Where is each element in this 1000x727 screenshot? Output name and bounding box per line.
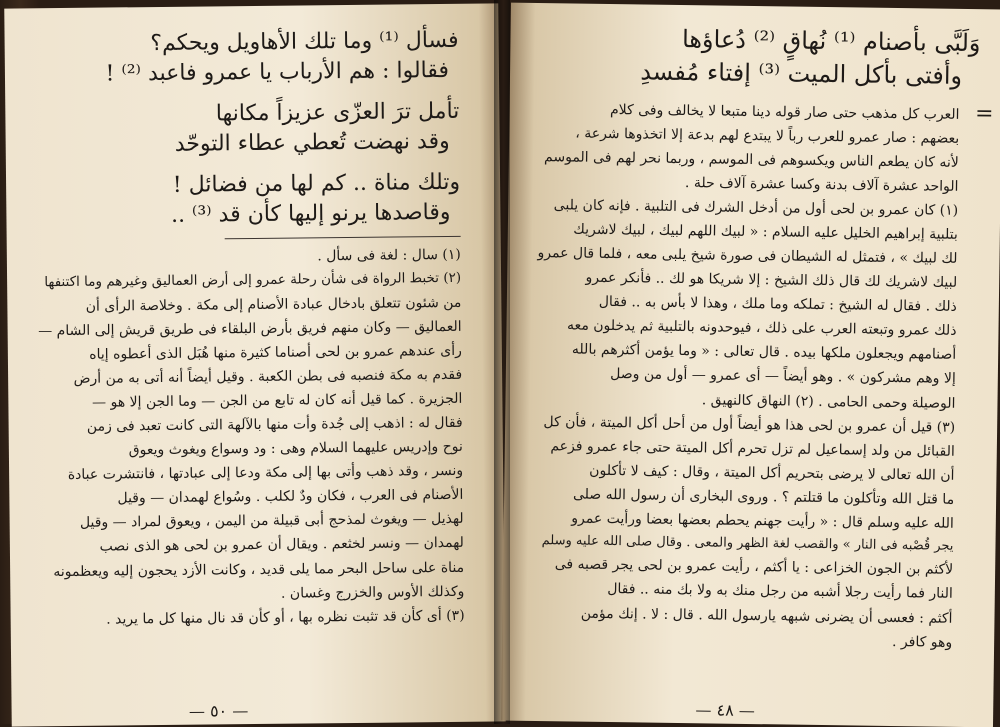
footnote-line: (١) سال : لغة فى سأل . xyxy=(317,247,461,265)
footnote-line: أكثم : فعسى أن يضرنى شبهه يارسول الله . قال : لا . إنك مؤمن xyxy=(580,605,953,627)
poem-verse: فسأل ⁽¹⁾ وما تلك الأهاويل ويحكم؟ xyxy=(150,27,459,57)
left-poem xyxy=(29,28,461,231)
book-gutter xyxy=(494,0,510,724)
right-footnotes xyxy=(530,97,960,655)
footnote-line: الجزيرة . كما قيل أنه كان له تابع من الجن — وما الجن إلا هو — xyxy=(92,390,463,411)
footnote-line: (٣) قيل أن عمرو بن لحى هذا هو أيضاً أول من أحل أكل الميتة ، فأن كل xyxy=(543,413,956,436)
footnote-line: ونسر ، وقد ذهب وأتى بها إلى مكة ودعا إلى عبادتها ، فانتشرت عبادة xyxy=(67,463,464,484)
left-footnotes xyxy=(31,243,465,632)
footnote-line: مناة على ساحل البحر مما يلى قديد ، وكانت الأزد يحجون إليه ويعظمونه xyxy=(53,559,465,580)
footnote-line: فقال له : اذهب إلى جُدة وأت منها بالآلهة التى كانت تعبد فى زمن xyxy=(86,414,463,435)
footnote-line: يجر قُصْبه فى النار » والقصب لغة الظهر والمعى . وقال صلى الله عليه وسلم xyxy=(541,533,954,554)
footnote-line: القبائل من ولد إسماعيل لم تزل تحرم أكل الميتة حتى جاء عمرو فزعم xyxy=(550,437,955,460)
footnote-line: لهذيل — ويغوث لمذحج أبى قبيلة من اليمن ، ويعوق لمراد — وقيل xyxy=(79,511,464,532)
footnote-line: (٣) أى كأن قد تثبت نظره بها ، أو كأن قد نال منها كل ما يريد . xyxy=(106,607,465,628)
poem-verse: وقاصدها يرنو إليها كأن قد ⁽³⁾ .. xyxy=(170,199,451,228)
page-number: — ٤٨ — xyxy=(695,700,755,721)
poem-verse: وَلَبَّى بأصنام ⁽¹⁾ نُهاقٍ ⁽²⁾ دُعاؤها xyxy=(681,24,981,58)
footnote-rule xyxy=(224,236,460,239)
footnote-line: فقدم به مكة فنصبه فى بطن الكعبة . وقيل أيضاً أنه أتى به من أرض xyxy=(73,366,463,387)
page-number: — ٥٠ — xyxy=(188,701,249,721)
footnote-line: الوصيلة وحمى الحامى . (٢) النهاق كالنهيق . xyxy=(701,391,956,412)
poem-verse: وتلك مناة .. كم لها من فضائل ! xyxy=(172,169,461,198)
footnote-line: العرب كل مذهب حتى صار قوله دينا متبعا لا يخالف وفى كلام xyxy=(609,101,960,123)
footnote-line: وكذلك الأوس والخزرج وغسان . xyxy=(280,583,465,602)
footnote-line: أصنامهم ويجعلون ملكها بيده . قال تعالى : « وما يؤمن أكثرهم بالله xyxy=(571,341,957,364)
footnote-line: الله عليه وسلم قال : « رأيت جهنم يحطم بعضها بعضا ورأيت عمرو xyxy=(571,510,954,532)
footnote-line: ما قتل الله وتأكلون ما قتلتم ؟ . وروى البخارى أن رسول الله صلى xyxy=(572,486,955,508)
footnote-line: ذلك . فقال له الشيخ : تملكه وما ملك ، وهذا لا بأس به .. فقال xyxy=(598,294,957,316)
poem-verse: وقد نهضت تُعطي عطاء التوحّد xyxy=(174,129,450,157)
footnote-line: نوح وإدريس عليهما السلام وهى : ود وسواع ويغوث ويعوق xyxy=(128,438,463,459)
footnote-line: العماليق — وكان منهم فريق بأرض البلقاء فى طريق قريش إلى الشام — xyxy=(38,318,462,339)
poem-verse: فقالوا : هم الأرباب يا عمرو فاعبد ⁽²⁾ ! xyxy=(105,58,450,87)
footnote-line: بتلبية إبراهيم الخليل عليه السلام : « لبيك اللهم لبيك ، لبيك لاشريك xyxy=(573,221,958,243)
right-poem xyxy=(538,23,981,91)
poem-verse: وأفتى بأكل الميت ⁽³⁾ إفتاء مُفسدِ xyxy=(640,57,963,90)
poem-verse: تأمل ترَ العزّى عزيزاً مكانها xyxy=(215,98,460,127)
footnote-line: الأصنام فى العرب ، فكان ودٌ لكلب . وسُواع لهمدان — وقيل xyxy=(117,487,464,507)
footnote-continuation-mark: = xyxy=(974,101,994,127)
footnote-line: لبيك لاشريك لك قال ذلك الشيخ : إلا شريكا هو لك .. فأنكر عمرو xyxy=(585,269,958,291)
footnote-line: لهمدان — ونسر لخثعم . ويقال أن عمرو بن لحى هو الذى نصب xyxy=(99,535,464,556)
footnote-line: أن الله تعالى لا يرضى بتحريم أكل الميتة ، وقال : كيف لا تأكلون xyxy=(589,462,955,484)
footnote-line: رأى عندهم عمرو بن لحى أصناما كثيرة منها هُبَل الذى أعطوه إياه xyxy=(89,342,462,363)
footnote-line: لأكثم بن الجون الخزاعى : يا أكثم ، رأيت عمرو بن لحى يجر قصبه فى xyxy=(554,556,954,579)
right-page xyxy=(501,3,1000,727)
footnote-line: من شئون تتعلق بادخال عبادة الأصنام إلى مكة . وخلاصة الرأى أن xyxy=(85,294,462,315)
footnote-line: الواحد عشرة آلاف بدنة وكسا عشرة آلاف حلة . xyxy=(684,174,959,195)
footnote-line: ذلك عمرو وتبعته العرب على ذلك ، فيوحدونه بالتلبية ثم يدخلون معه xyxy=(566,317,957,340)
footnote-line: لأنه كان يطعم الناس ويكسوهم فى الموسم ، وربما نحر لهم فى الموسم xyxy=(543,148,959,171)
footnote-line: بعضهم : صار عمرو للعرب رباً لا يبتدع لهم بدعة إلا اتخذوها شرعة ، xyxy=(575,125,960,147)
left-page xyxy=(4,3,505,726)
footnote-line: (٢) تخبط الرواة فى شأن رحلة عمرو إلى أرض العماليق وغيرهم وما اكتنفها xyxy=(44,270,462,291)
footnote-line: (١) كان عمرو بن لحى أول من أدخل الشرك فى التلبية . فإنه كان يلبى xyxy=(553,197,959,219)
footnote-line: وهو كافر . xyxy=(891,633,953,651)
footnote-line: لك لبيك » ، فتمثل له الشيطان فى صورة شيخ يلبى معه ، فلما قال عمرو xyxy=(537,245,958,267)
footnote-line: إلا وهم مشركون » . وهو أيضاً — أى عمرو — أول من وصل xyxy=(610,366,956,388)
footnote-line: النار فما رأيت رجلا أشبه من رجل منك به ولا بك منه .. فقال xyxy=(607,581,953,603)
